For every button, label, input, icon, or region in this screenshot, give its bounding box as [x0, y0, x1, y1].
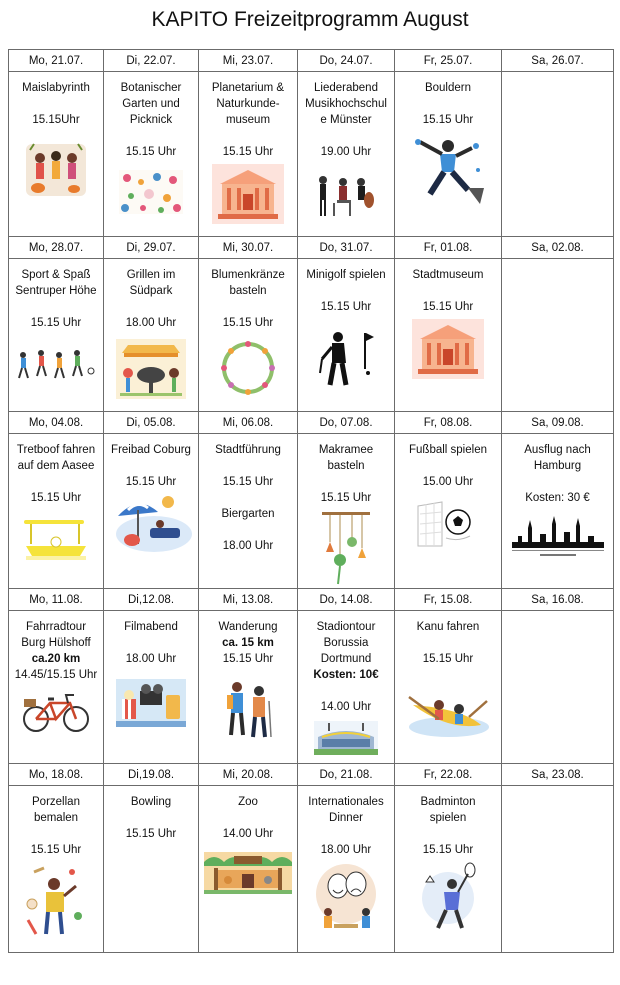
- event-title: Südpark: [129, 285, 173, 297]
- event-time: 14.00 Uhr: [222, 828, 274, 840]
- kids-sports-icon: [15, 347, 97, 381]
- event-cell-empty: [502, 611, 614, 764]
- event-title: Musikhochschul: [305, 98, 387, 110]
- event-time: 15.15 Uhr: [422, 844, 474, 856]
- event-title: Makramee: [318, 444, 374, 456]
- event-title: Grillen im: [126, 269, 176, 281]
- event-title: Burg Hülshoff: [21, 637, 91, 649]
- event-title: Picknick: [129, 114, 173, 126]
- day-header: Mi, 06.08.: [199, 412, 298, 434]
- event-cell: [199, 786, 298, 953]
- event-title: Stadtführung: [215, 444, 281, 456]
- day-header: Do, 07.08.: [298, 412, 395, 434]
- event-cell: [395, 786, 502, 953]
- bbq-grill-icon: [116, 339, 186, 399]
- bicycle-icon: [20, 689, 92, 735]
- event-cell: [298, 434, 395, 589]
- event-row: [9, 434, 614, 589]
- event-time: 15.15 Uhr: [222, 476, 274, 488]
- day-header: Mo, 18.08.: [9, 764, 104, 786]
- event-cell: [104, 72, 199, 237]
- soccer-ball-icon: [416, 500, 480, 548]
- event-time: 15.15 Uhr: [125, 476, 177, 488]
- event-cell: [9, 611, 104, 764]
- event-time: 19.00 Uhr: [320, 146, 372, 158]
- event-row: [9, 786, 614, 953]
- event-title: Filmabend: [124, 621, 178, 633]
- event-title: Maislabyrinth: [22, 82, 90, 94]
- event-cell-empty: [502, 786, 614, 953]
- day-header: Sa, 02.08.: [502, 237, 614, 259]
- event-time: 14.00 Uhr: [320, 701, 372, 713]
- event-cell: [9, 259, 104, 412]
- event-row: [9, 72, 614, 237]
- day-header: Di, 05.08.: [104, 412, 199, 434]
- badminton-icon: [416, 862, 480, 932]
- event-row: [9, 259, 614, 412]
- day-header-row: [9, 764, 614, 786]
- event-time: 15.15 Uhr: [320, 301, 372, 313]
- theater-masks-icon: [308, 862, 384, 932]
- event-title: Naturkunde-: [216, 98, 280, 110]
- event-distance: ca.20 km: [31, 653, 81, 665]
- event-cell: [9, 72, 104, 237]
- day-header: Fr, 25.07.: [395, 50, 502, 72]
- event-cell: [199, 259, 298, 412]
- flowers-icon: [119, 170, 183, 214]
- event-cell: [104, 434, 199, 589]
- event-title: Minigolf spielen: [306, 269, 386, 281]
- page-title: KAPITO Freizeitprogramm August: [151, 8, 469, 31]
- event-title: Ausflug nach: [524, 444, 591, 456]
- event-title: Zoo: [238, 796, 258, 808]
- golfer-icon: [318, 329, 374, 387]
- macrame-icon: [316, 508, 376, 588]
- day-header: Mi, 23.07.: [199, 50, 298, 72]
- event-title: Porzellan: [32, 796, 80, 808]
- event-time: 15.15 Uhr: [125, 146, 177, 158]
- musicians-icon: [313, 170, 379, 218]
- event-title: Stadiontour: [316, 621, 376, 633]
- event-time: 15.15 Uhr: [422, 301, 474, 313]
- event-cell: [298, 72, 395, 237]
- event-time: 15.15 Uhr: [30, 844, 82, 856]
- event-time: 15.15 Uhr: [422, 653, 474, 665]
- event-cell: [9, 786, 104, 953]
- hikers-icon: [221, 679, 275, 739]
- event-cell-empty: [502, 259, 614, 412]
- schedule-table: [8, 49, 614, 953]
- event-cost: Kosten: 30 €: [525, 492, 590, 504]
- event-cell: [298, 259, 395, 412]
- corn-maze-people-icon: [24, 140, 88, 200]
- zoo-icon: [204, 852, 292, 894]
- event-title: Internationales: [308, 796, 384, 808]
- event-cell: [104, 259, 199, 412]
- event-time: 18.00 Uhr: [125, 317, 177, 329]
- event-title: Kanu fahren: [416, 621, 480, 633]
- event-cell: [395, 259, 502, 412]
- event-cell: [199, 611, 298, 764]
- climber-icon: [406, 132, 490, 208]
- event-title: Tretboof fahren: [16, 444, 96, 456]
- day-header: Fr, 08.08.: [395, 412, 502, 434]
- day-header: Sa, 23.08.: [502, 764, 614, 786]
- event-title: basteln: [229, 285, 267, 297]
- event-title: Sentruper Höhe: [15, 285, 97, 297]
- day-header: Di, 29.07.: [104, 237, 199, 259]
- day-header: Do, 14.08.: [298, 589, 395, 611]
- day-header: Di, 22.07.: [104, 50, 199, 72]
- stadium-icon: [314, 721, 378, 755]
- event-cell: [298, 786, 395, 953]
- flower-wreath-icon: [217, 337, 279, 399]
- event-cell-empty: [502, 72, 614, 237]
- event-cell: [104, 786, 199, 953]
- event-title: Liederabend: [314, 82, 378, 94]
- event-title: basteln: [327, 460, 365, 472]
- event-title: Wanderung: [218, 621, 278, 633]
- painter-icon: [24, 864, 88, 936]
- event-title: Sport & Spaß: [21, 269, 91, 281]
- event-distance: ca. 15 km: [222, 637, 274, 649]
- event-title: Fußball spielen: [409, 444, 487, 456]
- day-header: Sa, 09.08.: [502, 412, 614, 434]
- pedal-boat-icon: [20, 518, 92, 564]
- day-header: Fr, 22.08.: [395, 764, 502, 786]
- event-title: Stadtmuseum: [412, 269, 484, 281]
- event-time: 15.15 Uhr: [125, 828, 177, 840]
- event-title: museum: [225, 114, 271, 126]
- event-cost: Kosten: 10€: [313, 669, 379, 681]
- day-header: Mi, 30.07.: [199, 237, 298, 259]
- event-cell: [395, 611, 502, 764]
- day-header: Mi, 20.08.: [199, 764, 298, 786]
- event-title: Bouldern: [424, 82, 472, 94]
- event-cell: [395, 72, 502, 237]
- day-header-row: [9, 50, 614, 72]
- day-header: Do, 21.08.: [298, 764, 395, 786]
- event-title: Biergarten: [221, 508, 275, 520]
- event-title: Badminton: [420, 796, 476, 808]
- event-cell: [395, 434, 502, 589]
- event-title: Bowling: [130, 796, 172, 808]
- event-row: [9, 611, 614, 764]
- event-cell: [298, 611, 395, 764]
- beach-umbrella-icon: [110, 492, 192, 554]
- event-time: 15.15 Uhr: [222, 146, 274, 158]
- event-title: Hamburg: [533, 460, 582, 472]
- event-time: 18.00 Uhr: [320, 844, 372, 856]
- museum-building-icon: [212, 164, 284, 224]
- event-time: 18.00 Uhr: [222, 540, 274, 552]
- day-header-row: [9, 589, 614, 611]
- museum-building-icon: [412, 319, 484, 379]
- event-time: 15.15 Uhr: [222, 653, 274, 665]
- event-time: 15.15 Uhr: [30, 492, 82, 504]
- event-title: Botanischer: [120, 82, 182, 94]
- event-title: Fahrradtour: [25, 621, 87, 633]
- day-header-row: [9, 237, 614, 259]
- skyline-icon: [510, 514, 606, 558]
- day-header: Mo, 04.08.: [9, 412, 104, 434]
- event-title: Dinner: [329, 812, 363, 824]
- event-cell: [9, 434, 104, 589]
- event-title: Freibad Coburg: [111, 444, 191, 456]
- cinema-icon: [116, 679, 186, 727]
- event-title: auf dem Aasee: [17, 460, 95, 472]
- day-header: Mo, 11.08.: [9, 589, 104, 611]
- event-title: Planetarium &: [211, 82, 285, 94]
- day-header: Do, 31.07.: [298, 237, 395, 259]
- event-time: 15.15 Uhr: [422, 114, 474, 126]
- day-header: Fr, 15.08.: [395, 589, 502, 611]
- event-title: Blumenkränze: [211, 269, 285, 281]
- day-header: Mo, 21.07.: [9, 50, 104, 72]
- event-title: Garten und: [122, 98, 180, 110]
- event-time: 18.00 Uhr: [125, 653, 177, 665]
- event-cell: [199, 434, 298, 589]
- day-header: Sa, 26.07.: [502, 50, 614, 72]
- event-time: 15.15 Uhr: [320, 492, 372, 504]
- event-title: e Münster: [320, 114, 372, 126]
- event-time: 15.15 Uhr: [30, 317, 82, 329]
- day-header: Di,12.08.: [104, 589, 199, 611]
- day-header: Sa, 16.08.: [502, 589, 614, 611]
- event-title: spielen: [429, 812, 467, 824]
- day-header: Mi, 13.08.: [199, 589, 298, 611]
- event-cell: [104, 611, 199, 764]
- event-cell: [199, 72, 298, 237]
- day-header: Do, 24.07.: [298, 50, 395, 72]
- event-title: bemalen: [33, 812, 79, 824]
- canoe-icon: [403, 681, 493, 741]
- event-time: 15.00 Uhr: [422, 476, 474, 488]
- day-header: Mo, 28.07.: [9, 237, 104, 259]
- event-time: 15.15 Uhr: [222, 317, 274, 329]
- event-title: Dortmund: [320, 653, 372, 665]
- event-time: 15.15Uhr: [32, 114, 80, 126]
- day-header: Di,19.08.: [104, 764, 199, 786]
- day-header: Fr, 01.08.: [395, 237, 502, 259]
- event-time: 14.45/15.15 Uhr: [14, 669, 98, 681]
- event-title: Borussia: [323, 637, 369, 649]
- event-cell: [502, 434, 614, 589]
- day-header-row: [9, 412, 614, 434]
